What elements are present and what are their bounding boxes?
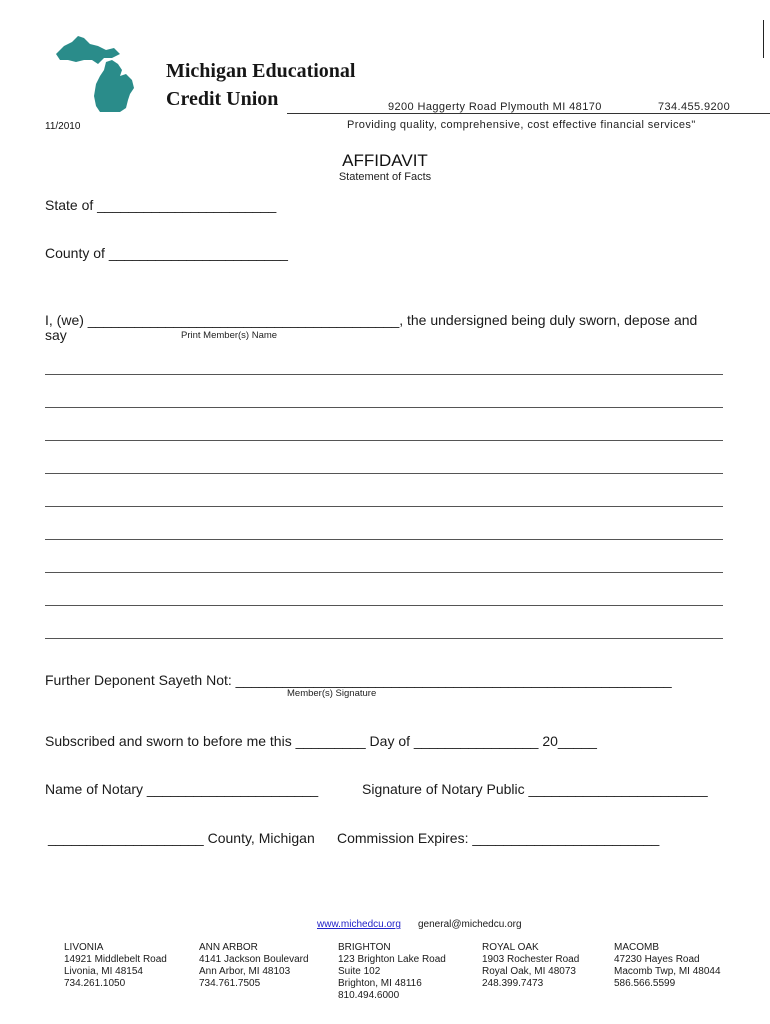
- member-name-caption: Print Member(s) Name: [181, 330, 278, 341]
- statement-line[interactable]: [45, 407, 723, 408]
- header-address: 9200 Haggerty Road Plymouth MI 48170: [388, 101, 602, 113]
- branch-macomb: [614, 942, 721, 990]
- statement-line[interactable]: [45, 440, 723, 441]
- say-text: say: [45, 327, 67, 343]
- branch-address-line: Livonia, MI 48154: [64, 966, 143, 977]
- statement-line[interactable]: [45, 605, 723, 606]
- subscribed-field[interactable]: Subscribed and sworn to before me this _________ Day of ________________ 20_____: [45, 733, 597, 749]
- branch-address-line: 586.566.5599: [614, 978, 676, 989]
- statement-line[interactable]: [45, 572, 723, 573]
- branch-address-line: Suite 102: [338, 966, 381, 977]
- branch-address-line: Royal Oak, MI 48073: [482, 966, 576, 977]
- county-field[interactable]: County of _______________________: [45, 245, 288, 261]
- branch-livonia: [64, 942, 167, 990]
- signature-caption: Member(s) Signature: [287, 688, 377, 699]
- branch-address-line: Brighton, MI 48116: [338, 978, 422, 989]
- branch-name: ROYAL OAK: [482, 942, 539, 953]
- branch-royal-oak: [482, 942, 579, 990]
- statement-line[interactable]: [45, 374, 723, 375]
- state-field[interactable]: State of _______________________: [45, 197, 277, 213]
- form-date: 11/2010: [45, 121, 81, 132]
- commission-expires-field[interactable]: Commission Expires: ________________________: [337, 830, 660, 846]
- branch-address-line: 734.261.1050: [64, 978, 126, 989]
- statement-line[interactable]: [45, 473, 723, 474]
- org-name-line1: Michigan Educational: [166, 60, 356, 82]
- form-title: AFFIDAVIT: [342, 151, 428, 170]
- branch-brighton: [338, 942, 446, 1002]
- county-michigan-field[interactable]: ____________________ County, Michigan: [48, 830, 315, 846]
- branch-name: LIVONIA: [64, 942, 104, 953]
- statement-line[interactable]: [45, 506, 723, 507]
- form-subtitle: Statement of Facts: [338, 171, 432, 183]
- statement-line[interactable]: [45, 638, 723, 639]
- contact-email: general@michedcu.org: [418, 919, 522, 930]
- branch-address-line: 1903 Rochester Road: [482, 954, 580, 965]
- michigan-map-logo: [54, 34, 168, 114]
- branch-address-line: 810.494.6000: [338, 990, 400, 1001]
- member-name-field[interactable]: I, (we) ________________________________________, the undersigned being duly sworn, depose and: [45, 312, 698, 328]
- branch-address-line: 123 Brighton Lake Road: [338, 954, 446, 965]
- branch-address-line: 14921 Middlebelt Road: [64, 954, 167, 965]
- org-name-line2: Credit Union: [166, 88, 279, 110]
- branch-address-line: 248.399.7473: [482, 978, 544, 989]
- upper-peninsula-shape: [56, 36, 120, 64]
- further-deponent-field[interactable]: Further Deponent Sayeth Not: ________________________________________________________: [45, 672, 672, 688]
- website-link[interactable]: www.michedcu.org: [317, 919, 401, 930]
- header-rule: [287, 113, 770, 114]
- notary-name-field[interactable]: Name of Notary ______________________: [45, 781, 319, 797]
- branch-address-line: Macomb Twp, MI 48044: [614, 966, 721, 977]
- branch-address-line: 4141 Jackson Boulevard: [199, 954, 309, 965]
- branch-address-line: 734.761.7505: [199, 978, 261, 989]
- branch-address-line: Ann Arbor, MI 48103: [199, 966, 291, 977]
- branch-name: MACOMB: [614, 942, 659, 953]
- header-phone: 734.455.9200: [658, 101, 731, 113]
- branch-name: ANN ARBOR: [199, 942, 258, 953]
- branch-address-line: 47230 Hayes Road: [614, 954, 700, 965]
- header-tagline: Providing quality, comprehensive, cost effective financial services": [347, 119, 696, 131]
- statement-line[interactable]: [45, 539, 723, 540]
- notary-signature-field[interactable]: Signature of Notary Public _______________________: [362, 781, 708, 797]
- page-edge-mark: [763, 20, 764, 58]
- branch-name: BRIGHTON: [338, 942, 391, 953]
- branch-ann-arbor: [199, 942, 309, 990]
- lower-peninsula-shape: [94, 60, 134, 112]
